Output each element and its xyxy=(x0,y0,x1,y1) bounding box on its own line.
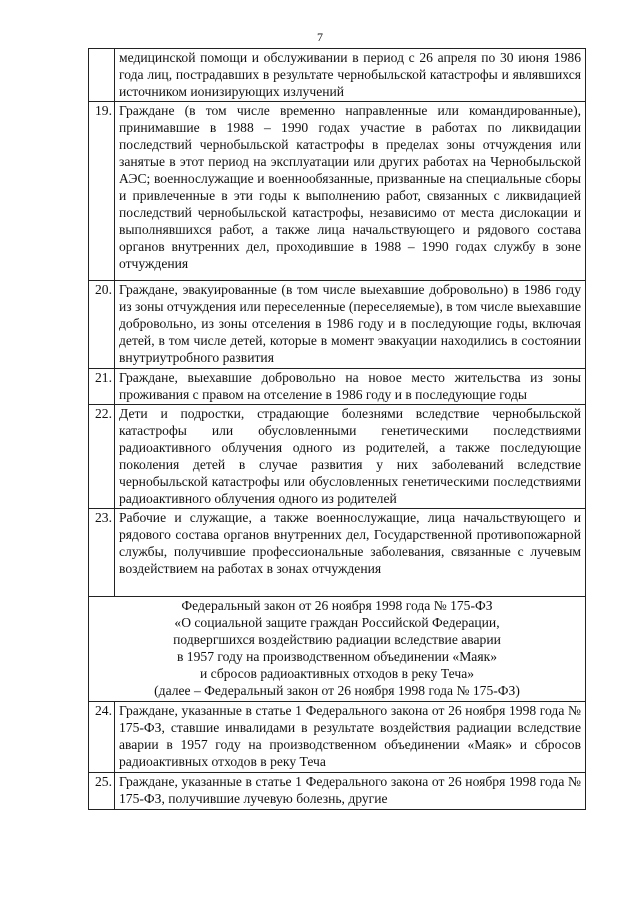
row-number: 21. xyxy=(89,369,115,405)
row-number: 23. xyxy=(89,509,115,597)
row-number: 22. xyxy=(89,405,115,509)
table-row xyxy=(89,405,586,509)
row-number: 20. xyxy=(89,281,115,369)
row-number: 19. xyxy=(89,102,115,281)
law-header-line: «О социальной защите граждан Российской Федерации, xyxy=(174,615,500,630)
table-row xyxy=(89,281,586,369)
table-row xyxy=(89,102,586,281)
row-number: 25. xyxy=(89,773,115,810)
row-text: Граждане, выехавшие добровольно на новое место жительства из зоны проживания с правом на отселение в 1986 году и в последующие годы xyxy=(115,369,586,405)
row-text: Граждане (в том числе временно направленные или командированные), принимавшие в 1988 – 1990 годах участие в работах по ликвидации последствий чернобыльской катастрофы в пределах зоны отчуждения или занятые в этот период на эксплуатации или других работах на Чернобыльской АЭС; военнослужащие и военнообязанные, призванные на специальные сборы и привлеченные в эти годы к выполнению работ, связанных с ликвидацией последствий чернобыльской катастрофы, независимо от места дислокации и выполнявшихся работ, а также лица начальствующего и рядового состава органов внутренних дел, проходившие в 1988 – 1990 годах службу в зоне отчуждения xyxy=(115,102,586,281)
table-row xyxy=(89,702,586,773)
law-header-row xyxy=(89,597,586,702)
law-header-line: в 1957 году на производственном объединении «Маяк» xyxy=(176,649,497,664)
row-number: 24. xyxy=(89,702,115,773)
table-row xyxy=(89,49,586,102)
row-text: Граждане, указанные в статье 1 Федерального закона от 26 ноября 1998 года № 175-ФЗ, ставшие инвалидами в результате воздействия радиации вследствие аварии в 1957 году на производственном объединении «Маяк» и сбросов радиоактивных отходов в реку Теча xyxy=(115,702,586,773)
row-text: медицинской помощи и обслуживании в период с 26 апреля по 30 июня 1986 года лиц, пострадавших в результате чернобыльской катастрофы и являвшихся источником ионизирующих излучений xyxy=(115,49,586,102)
row-number xyxy=(89,49,115,102)
law-header-line: и сбросов радиоактивных отходов в реку Теча» xyxy=(199,666,475,681)
table-row xyxy=(89,773,586,810)
table-row xyxy=(89,369,586,405)
row-text: Дети и подростки, страдающие болезнями вследствие чернобыльской катастрофы или обусловленными генетическими последствиями радиоактивного облучения одного из родителей, а также последующие поколения детей в случае развития у них заболеваний вследствие чернобыльской катастрофы или обусловленных генетическими последствиями радиоактивного облучения одного из родителей xyxy=(115,405,586,509)
law-header-line: подвергшихся воздействию радиации вследствие аварии xyxy=(173,632,501,647)
benefits-table xyxy=(88,48,586,810)
row-text: Рабочие и служащие, а также военнослужащие, лица начальствующего и рядового состава органов внутренних дел, Государственной противопожарной службы, получившие профессиональные заболевания, связанные с лучевым воздействием на работах в зонах отчуждения xyxy=(115,509,586,597)
table-row xyxy=(89,509,586,597)
law-header-line: Федеральный закон от 26 ноября 1998 года № 175-ФЗ xyxy=(181,598,493,613)
page-number: 7 xyxy=(317,30,323,44)
law-header-line: (далее – Федеральный закон от 26 ноября 1998 года № 175-ФЗ) xyxy=(154,683,520,698)
row-text: Граждане, эвакуированные (в том числе выехавшие добровольно) в 1986 году из зоны отчуждения или переселенные (переселяемые), в том числе выехавшие добровольно, из зоны отселения в 1986 году и в последующие годы, включая детей, в том числе детей, которые в момент эвакуации находились в состоянии внутриутробного развития xyxy=(115,281,586,369)
row-text: Граждане, указанные в статье 1 Федерального закона от 26 ноября 1998 года № 175-ФЗ, получившие лучевую болезнь, другие xyxy=(115,773,586,810)
law-header xyxy=(89,597,586,702)
